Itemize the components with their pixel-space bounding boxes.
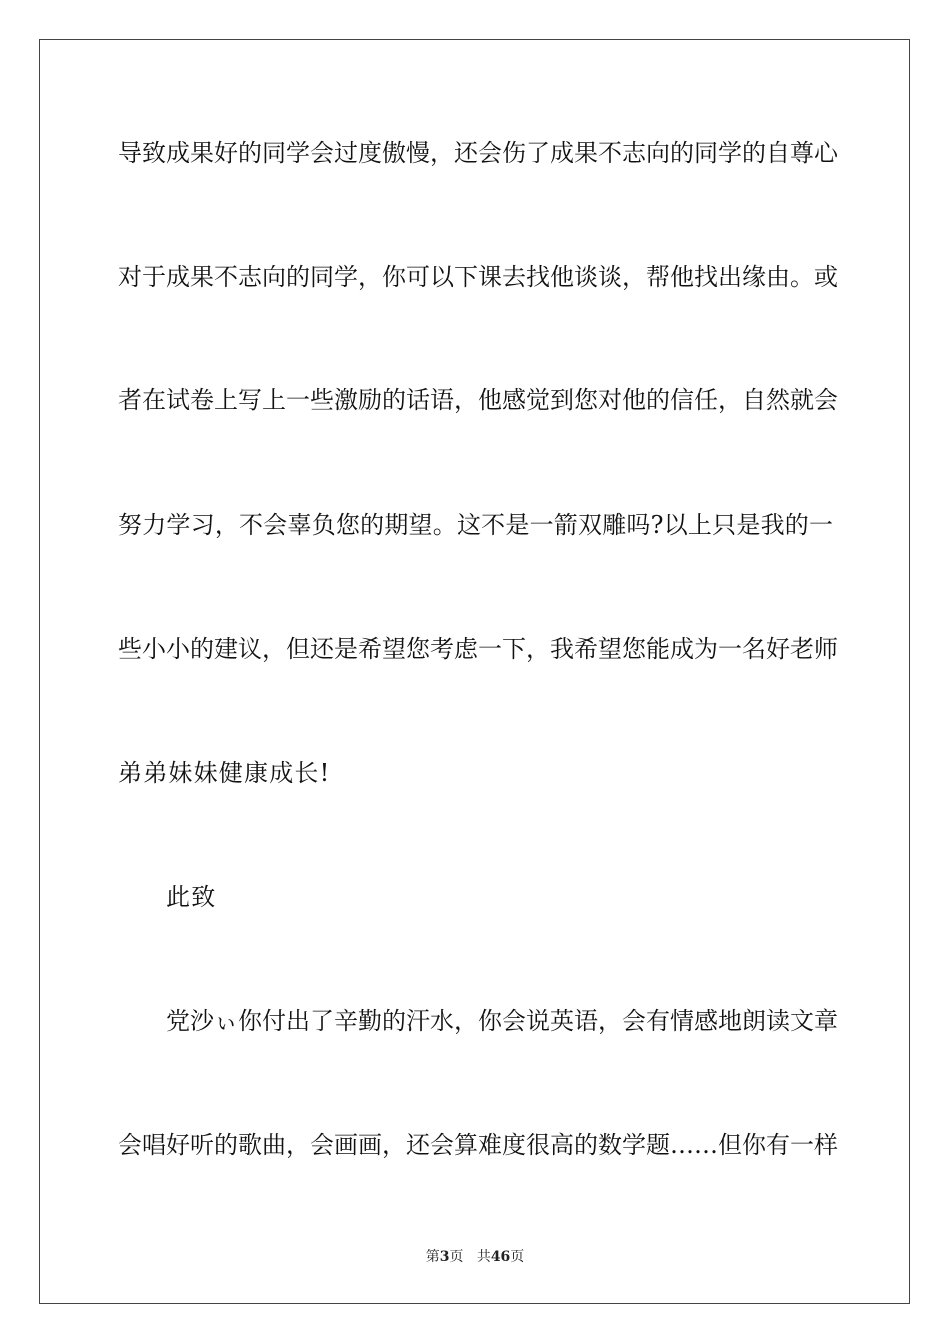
total-prefix: 共 [476,1249,491,1265]
text-line: 些小小的建议，但还是希望您考虑一下，我希望您能成为一名好老师 [118,635,838,663]
text-line: 导致成果好的同学会过度傲慢，还会伤了成果不志向的同学的自尊心 [118,139,838,167]
text-line: 者在试卷上写上一些激励的话语，他感觉到您对他的信任，自然就会 [118,386,838,414]
salutation-line: 此致 [166,883,217,911]
text-line: 会唱好听的歌曲，会画画，还会算难度很高的数学题……但你有一样 [118,1131,838,1159]
page-suffix: 页 [449,1249,464,1265]
text-line: 对于成果不志向的同学，你可以下课去找他谈谈，帮他找出缘由。或 [118,263,838,291]
total-pages: 46 [490,1249,511,1265]
text-line: 党沙ぃ你付出了辛勤的汗水，你会说英语，会有情感地朗读文章 [166,1007,838,1035]
page-number: 3 [439,1249,450,1265]
text-line: 努力学习，不会辜负您的期望。这不是一箭双雕吗?以上只是我的一 [118,511,833,539]
page-footer [0,1248,950,1266]
total-suffix: 页 [510,1249,525,1265]
text-line: 弟弟妹妹健康成长! [118,759,331,787]
page-prefix: 第 [425,1249,440,1265]
page-border [39,39,910,1304]
